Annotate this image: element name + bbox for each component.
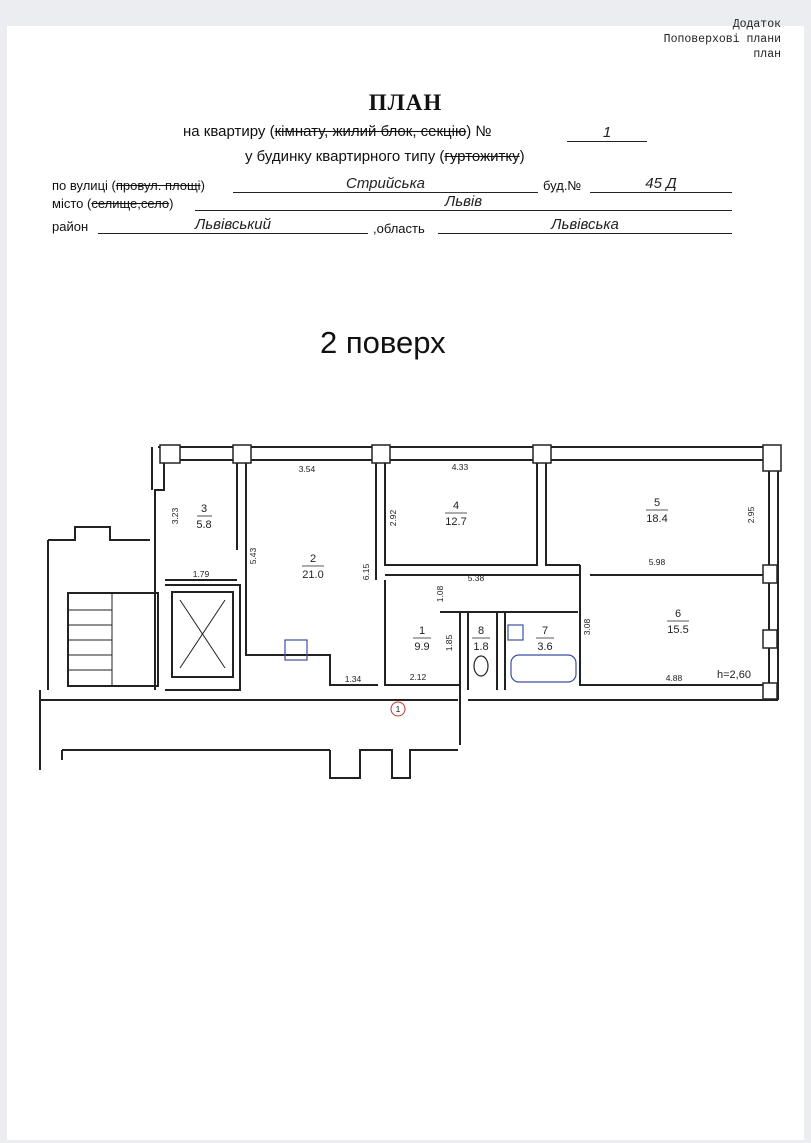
shower-tray-icon bbox=[285, 640, 307, 660]
room-6-area: 15.5 bbox=[667, 624, 689, 636]
sink-icon bbox=[508, 625, 523, 640]
room-8-id: 8 bbox=[477, 625, 485, 637]
plan-walls bbox=[40, 447, 778, 778]
room-6-id: 6 bbox=[674, 608, 682, 620]
dim-3-08: 3.08 bbox=[582, 618, 592, 636]
ceiling-height-label: h=2,60 bbox=[717, 669, 751, 681]
entrance-marker-label: 1 bbox=[395, 704, 401, 714]
toilet-icon bbox=[474, 656, 488, 676]
street-field: Стрийська bbox=[233, 175, 538, 193]
dim-5-38: 5.38 bbox=[467, 573, 485, 583]
district-field: Львівський bbox=[98, 216, 368, 234]
dim-5-98: 5.98 bbox=[648, 557, 666, 567]
dim-2-95: 2.95 bbox=[746, 506, 756, 524]
room-7-id: 7 bbox=[541, 625, 549, 637]
dim-3-23: 3.23 bbox=[170, 507, 180, 525]
room-1-area: 9.9 bbox=[414, 641, 430, 653]
dim-5-43: 5.43 bbox=[248, 547, 258, 565]
apartment-number-field: 1 bbox=[567, 124, 647, 142]
room-5-area: 18.4 bbox=[646, 513, 668, 525]
room-1-id: 1 bbox=[418, 625, 426, 637]
building-label: буд.№ bbox=[543, 178, 582, 193]
city-label: місто (селище,село) bbox=[52, 196, 174, 211]
floor-label: 2 поверх bbox=[320, 325, 446, 360]
appendix-line-1: Додаток bbox=[732, 18, 781, 31]
room-2-id: 2 bbox=[309, 553, 317, 565]
room-2-area: 21.0 bbox=[302, 569, 324, 581]
room-3-area: 5.8 bbox=[196, 519, 212, 531]
building-field: 45 Д bbox=[590, 175, 732, 193]
dim-3-54: 3.54 bbox=[298, 464, 316, 474]
region-label: ,область bbox=[373, 221, 425, 236]
dim-1-08: 1.08 bbox=[435, 585, 445, 603]
room-4-area: 12.7 bbox=[445, 516, 467, 528]
plan-fixtures bbox=[285, 625, 576, 682]
appendix-line-2: Поповерхові плани bbox=[663, 33, 781, 46]
apartment-line: на квартиру (кімнату, жилий блок, секцію) № bbox=[183, 123, 492, 140]
appendix-line-3: план bbox=[753, 48, 781, 61]
document-title: ПЛАН bbox=[368, 90, 443, 115]
room-8-area: 1.8 bbox=[473, 641, 489, 653]
room-5-id: 5 bbox=[653, 497, 661, 509]
dimension-labels bbox=[170, 462, 756, 684]
dim-4-33: 4.33 bbox=[451, 462, 469, 472]
room-7-area: 3.6 bbox=[537, 641, 553, 653]
dim-4-88: 4.88 bbox=[665, 673, 683, 683]
dim-2-12: 2.12 bbox=[409, 672, 427, 682]
city-field: Львів bbox=[195, 193, 732, 211]
dim-1-79: 1.79 bbox=[192, 569, 210, 579]
region-field: Львівська bbox=[438, 216, 732, 234]
plan-columns bbox=[160, 445, 781, 699]
room-3-id: 3 bbox=[200, 503, 208, 515]
district-label: район bbox=[52, 219, 89, 234]
dim-6-15: 6.15 bbox=[361, 563, 371, 581]
room-4-id: 4 bbox=[452, 500, 460, 512]
dim-1-85: 1.85 bbox=[444, 634, 454, 652]
dim-1-34: 1.34 bbox=[344, 674, 362, 684]
building-type-line: у будинку квартирного типу (гуртожитку) bbox=[245, 148, 525, 165]
bathtub-icon bbox=[511, 655, 576, 682]
dim-2-92: 2.92 bbox=[388, 509, 398, 527]
street-label: по вулиці (провул. площі) bbox=[52, 178, 205, 193]
